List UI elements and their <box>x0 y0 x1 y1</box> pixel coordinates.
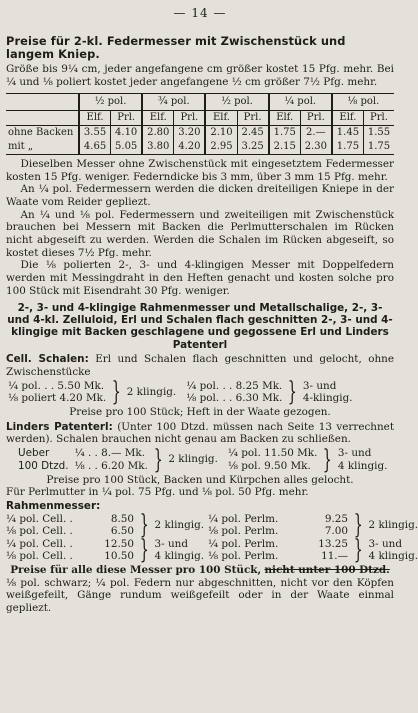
perlmutter-line: Für Perlmutter in ¼ pol. 75 Pfg. und ⅛ pol. 50 Pfg. mehr. <box>6 486 309 499</box>
klingig-label: 3- und <box>154 537 189 550</box>
linders-prices <box>6 444 394 475</box>
table-cell: 1.45 <box>332 125 364 140</box>
rahmen-price: 8.50 <box>110 512 134 525</box>
table-cell: 1.75 <box>269 125 301 140</box>
table-group-header: ¾ pol. <box>142 93 205 110</box>
table-cell: 3.80 <box>142 140 174 155</box>
final-paragraph: ⅛ pol. schwarz; ¼ pol. Federn nur abgeschnitten, nicht vor den Köpfen weißgefeilt, Gänge rundum weißgefeilt oder in der Waate einmal gepliezt. <box>6 576 394 615</box>
final-line <box>6 564 394 577</box>
price-line: ¼ pol. 11.50 Mk. <box>227 447 318 460</box>
rahmen-price: 12.50 <box>104 537 134 550</box>
linders-prefix: Ueber <box>18 447 50 460</box>
table-cell: 4.20 <box>174 140 206 155</box>
price-line: ⅛ . . 6.20 Mk. <box>74 459 148 472</box>
rahmen-price: 9.25 <box>324 512 348 525</box>
price-line: ¼ pol. . . 8.25 Mk. <box>186 379 283 392</box>
note: Preise pro 100 Stück; Heft in der Waate gezogen. <box>69 405 331 418</box>
table-cell: 2.45 <box>237 125 269 140</box>
table-subheader: Elf. <box>79 110 111 125</box>
table-group-header: ½ pol. <box>79 93 142 110</box>
table-cell: 2.30 <box>300 140 332 155</box>
klingig-label: 3- und <box>368 537 403 550</box>
rahmen-item: ¼ pol. Cell. . <box>6 512 73 525</box>
table-cell: 5.05 <box>111 140 143 155</box>
table-row <box>6 140 394 155</box>
rahmen-item: ¼ pol. Cell. . <box>6 537 73 550</box>
rahmen-item: ⅛ pol. Perlm. <box>208 525 279 538</box>
brace-symbol: } <box>111 377 122 408</box>
klingig-label: 4 klingig. <box>368 550 418 563</box>
table-cell: 3.20 <box>174 125 206 140</box>
cell-schalen-label: Cell. Schalen: <box>6 353 89 366</box>
table-cell: 2.— <box>300 125 332 140</box>
row-label: mit „ <box>6 140 79 155</box>
rahmen-item: ⅛ pol. Cell. . <box>6 550 73 563</box>
table-cell: 3.55 <box>79 125 111 140</box>
klingig-label: 4 klingig. <box>154 550 205 563</box>
klingig-label: 2 klingig. <box>126 385 177 398</box>
intro-paragraph: Größe bis 9¼ cm, jeder angefangene cm größer kostet 15 Pfg. mehr. Bei ¼ und ⅛ poliert kostet jeder angefangene ½ cm größer 7½ Pfg. mehr. <box>6 63 394 89</box>
final-strike: nicht unter 100 Dtzd. <box>264 563 390 576</box>
linders-prefix: 100 Dtzd. <box>18 459 69 472</box>
brace-symbol: } <box>288 377 298 408</box>
table-group-header: ⅛ pol. <box>332 93 394 110</box>
table-subheader: Prl. <box>174 110 206 125</box>
section-heading: 2-, 3- und 4-klingige Rahmenmesser und Metallschalige, 2-, 3- und 4-kl. Zelluloid, Erl und Schalen flach geschnitten 2-, 3- und 4-klingige mit Backen geschlagene und gegossene Erl und Linders Patenterl <box>7 301 393 351</box>
klingig-label: 2 klingig. <box>154 518 205 531</box>
table-cell: 2.15 <box>269 140 301 155</box>
table-subheader: Elf. <box>269 110 301 125</box>
linders-text: (Unter 100 Dtzd. müssen nach Seite 13 verrechnet werden). Schalen brauchen nicht genau am Backen zu schließen. <box>6 420 394 446</box>
cell-schalen-text: Erl und Schalen flach geschnitten und gelocht, ohne Zwischenstücke <box>6 353 394 378</box>
table-group-header: ½ pol. <box>205 93 268 110</box>
table-row <box>6 125 394 140</box>
rahmen-price: 11.— <box>321 550 348 563</box>
table-subheader: Prl. <box>111 110 143 125</box>
table-subheader: Prl. <box>363 110 394 125</box>
rahmen-item: ⅛ pol. Cell. . <box>6 525 73 538</box>
table-subheader: Prl. <box>237 110 269 125</box>
paragraph: Die ⅛ polierten 2-, 3- und 4-klingigen Messer mit Doppelfedern werden mit Messingdraht in den Heften genacht und kosten solche pro 100 Stück mit Eisendraht 30 Pfg. weniger. <box>6 259 394 297</box>
table-cell: 3.25 <box>237 140 269 155</box>
price-line: ¼ . . 8.— Mk. <box>74 447 146 460</box>
table-cell: 1.55 <box>363 125 394 140</box>
rahmen-price: 6.50 <box>110 525 134 538</box>
table-cell: 1.75 <box>332 140 364 155</box>
table-cell: 2.95 <box>205 140 237 155</box>
final-pre: Preise für alle diese Messer pro 100 Stück, <box>10 563 262 576</box>
paragraph: An ¼ und ⅛ pol. Federmessern und zweiteiligen mit Zwischenstück brauchen bei Messern mit Backen die Perlmutterschalen im Rücken nicht abgeseift zu werden. Werden die Schalen im Rücken abgeseift, so kostet dieses 7½ Pfg. mehr. <box>6 208 394 259</box>
section-title: Preise für 2-kl. Federmesser mit Zwischenstück und langem Kniep. <box>6 34 346 61</box>
table-group-header: ¼ pol. <box>269 93 332 110</box>
cell-schalen-paragraph <box>6 353 394 378</box>
price-line: ⅛ poliert 4.20 Mk. <box>8 392 107 405</box>
table-subheader: Elf. <box>205 110 237 125</box>
klingig-label: 4-klingig. <box>302 392 353 405</box>
table-header-row <box>6 93 394 110</box>
rahmen-item: ⅛ pol. Perlm. <box>208 550 279 563</box>
cell-prices <box>6 377 394 408</box>
linders-paragraph <box>6 421 394 446</box>
rahmen-price: 7.00 <box>324 525 348 538</box>
klingig-label: 3- und <box>302 379 337 392</box>
price-line: ⅛ pol. 9.50 Mk. <box>227 459 311 472</box>
rahmen-grid <box>6 510 418 566</box>
linders-label: Linders Patenterl: <box>6 420 113 433</box>
brace-symbol: } <box>353 535 363 566</box>
table-cell: 2.10 <box>205 125 237 140</box>
price-line: ⅛ pol. . . 6.30 Mk. <box>186 392 283 405</box>
table-subheader: Prl. <box>300 110 332 125</box>
paragraph: Dieselben Messer ohne Zwischenstück mit eingesetztem Federmesser kosten 15 Pfg. weniger. Federndicke bis 3 mm, über 3 mm 15 Pfg. mehr. <box>6 157 394 183</box>
row-label: ohne Backen <box>8 126 74 138</box>
klingig-label: 2 klingig. <box>168 453 218 466</box>
table-subheader: Elf. <box>142 110 174 125</box>
klingig-label: 2 klingig. <box>368 518 418 531</box>
brace-symbol: } <box>153 444 163 475</box>
table-cell: 1.75 <box>363 140 394 155</box>
rahmen-price: 10.50 <box>104 550 134 563</box>
rahmen-item: ¼ pol. Perlm. <box>208 537 279 550</box>
klingig-label: 3- und <box>337 447 372 460</box>
brace-symbol: } <box>139 510 149 541</box>
brace-symbol: } <box>139 535 149 566</box>
note: Preise pro 100 Stück, Backen und Kürpchen alles gelocht. <box>46 473 354 486</box>
page-number: — 14 — <box>173 6 227 20</box>
table-cell: 4.10 <box>111 125 143 140</box>
price-table <box>6 93 394 155</box>
paragraph: An ¼ pol. Federmessern werden die dicken dreiteiligen Kniepe in der Waate vom Reider gepliezt. <box>6 183 394 208</box>
brace-symbol: } <box>323 444 333 475</box>
table-cell: 2.80 <box>142 125 174 140</box>
rahmen-label: Rahmenmesser: <box>6 499 101 512</box>
klingig-label: 4 klingig. <box>337 459 388 472</box>
price-line: ¼ pol. . . 5.50 Mk. <box>8 379 105 392</box>
table-cell: 4.65 <box>79 140 111 155</box>
brace-symbol: } <box>353 510 363 541</box>
rahmen-item: ¼ pol. Perlm. <box>208 512 279 525</box>
rahmen-price: 13.25 <box>318 537 348 550</box>
table-subheader-row <box>6 110 394 125</box>
table-subheader: Elf. <box>332 110 364 125</box>
